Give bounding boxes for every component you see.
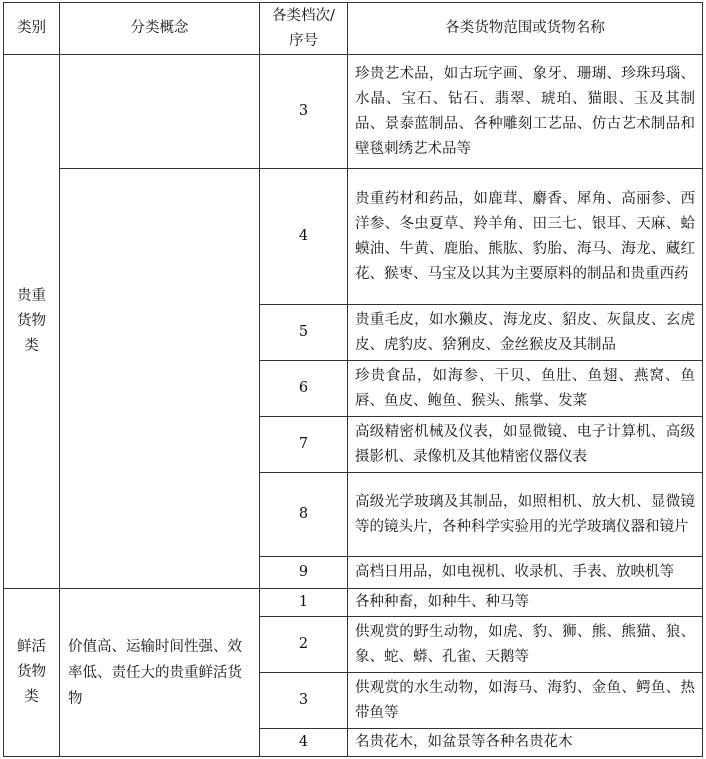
row-number: 6 [260,361,348,417]
row-description: 珍贵艺术品，如古玩字画、象牙、珊瑚、珍珠玛瑙、水晶、宝石、钻石、翡翠、琥珀、猫眼、玉及其制品、景泰蓝制品、各种雕刻工艺品、仿古艺术制品和壁毯刺绣艺术品等 [348,55,703,169]
category-cell-live: 鲜活货物类 [4,589,60,757]
row-number: 1 [260,589,348,617]
row-number: 7 [260,417,348,473]
row-description: 名贵花木，如盆景等各种名贵花木 [348,729,703,757]
row-number: 4 [260,729,348,757]
row-number: 8 [260,473,348,557]
row-number: 4 [260,169,348,305]
header-description: 各类货物范围或货物名称 [348,3,703,55]
concept-cell-live: 价值高、运输时间性强、效率低、责任大的贵重鲜活货物 [60,589,260,757]
row-description: 供观赏的野生动物，如虎、豹、狮、熊、熊猫、狼、象、蛇、蟒、孔雀、天鹅等 [348,617,703,673]
row-number: 9 [260,557,348,589]
table-row [4,55,703,169]
header-category: 类别 [4,3,60,55]
row-number: 5 [260,305,348,361]
concept-cell-valuable-b [60,169,260,589]
row-number: 2 [260,617,348,673]
header-number: 各类档次/序号 [260,3,348,55]
header-concept: 分类概念 [60,3,260,55]
row-description: 各种种畜，如种牛、种马等 [348,589,703,617]
table-row [4,589,703,617]
header-row [4,3,703,55]
category-cell-valuable: 贵重货物类 [4,55,60,589]
row-number: 3 [260,55,348,169]
row-description: 贵重药材和药品，如鹿茸、麝香、犀角、高丽参、西洋参、冬虫夏草、羚羊角、田三七、银耳、天麻、蛤蟆油、牛黄、鹿胎、熊肱、豹胎、海马、海龙、藏红花、猴枣、马宝及以其为主要原料的制品和贵重西药 [348,169,703,305]
concept-cell-valuable-a [60,55,260,169]
row-description: 珍贵食品，如海参、干贝、鱼肚、鱼翅、燕窝、鱼唇、鱼皮、鲍鱼、猴头、熊掌、发菜 [348,361,703,417]
goods-classification-table [3,2,703,757]
table-row [4,169,703,305]
row-description: 高级光学玻璃及其制品，如照相机、放大机、显微镜等的镜头片，各种科学实验用的光学玻璃仪器和镜片 [348,473,703,557]
row-description: 贵重毛皮，如水獭皮、海龙皮、貂皮、灰鼠皮、玄虎皮、虎豹皮、猞猁皮、金丝猴皮及其制品 [348,305,703,361]
row-description: 高档日用品，如电视机、收录机、手表、放映机等 [348,557,703,589]
row-number: 3 [260,673,348,729]
row-description: 高级精密机械及仪表，如显微镜、电子计算机、高级摄影机、录像机及其他精密仪器仪表 [348,417,703,473]
row-description: 供观赏的水生动物，如海马、海豹、金鱼、鳄鱼、热带鱼等 [348,673,703,729]
